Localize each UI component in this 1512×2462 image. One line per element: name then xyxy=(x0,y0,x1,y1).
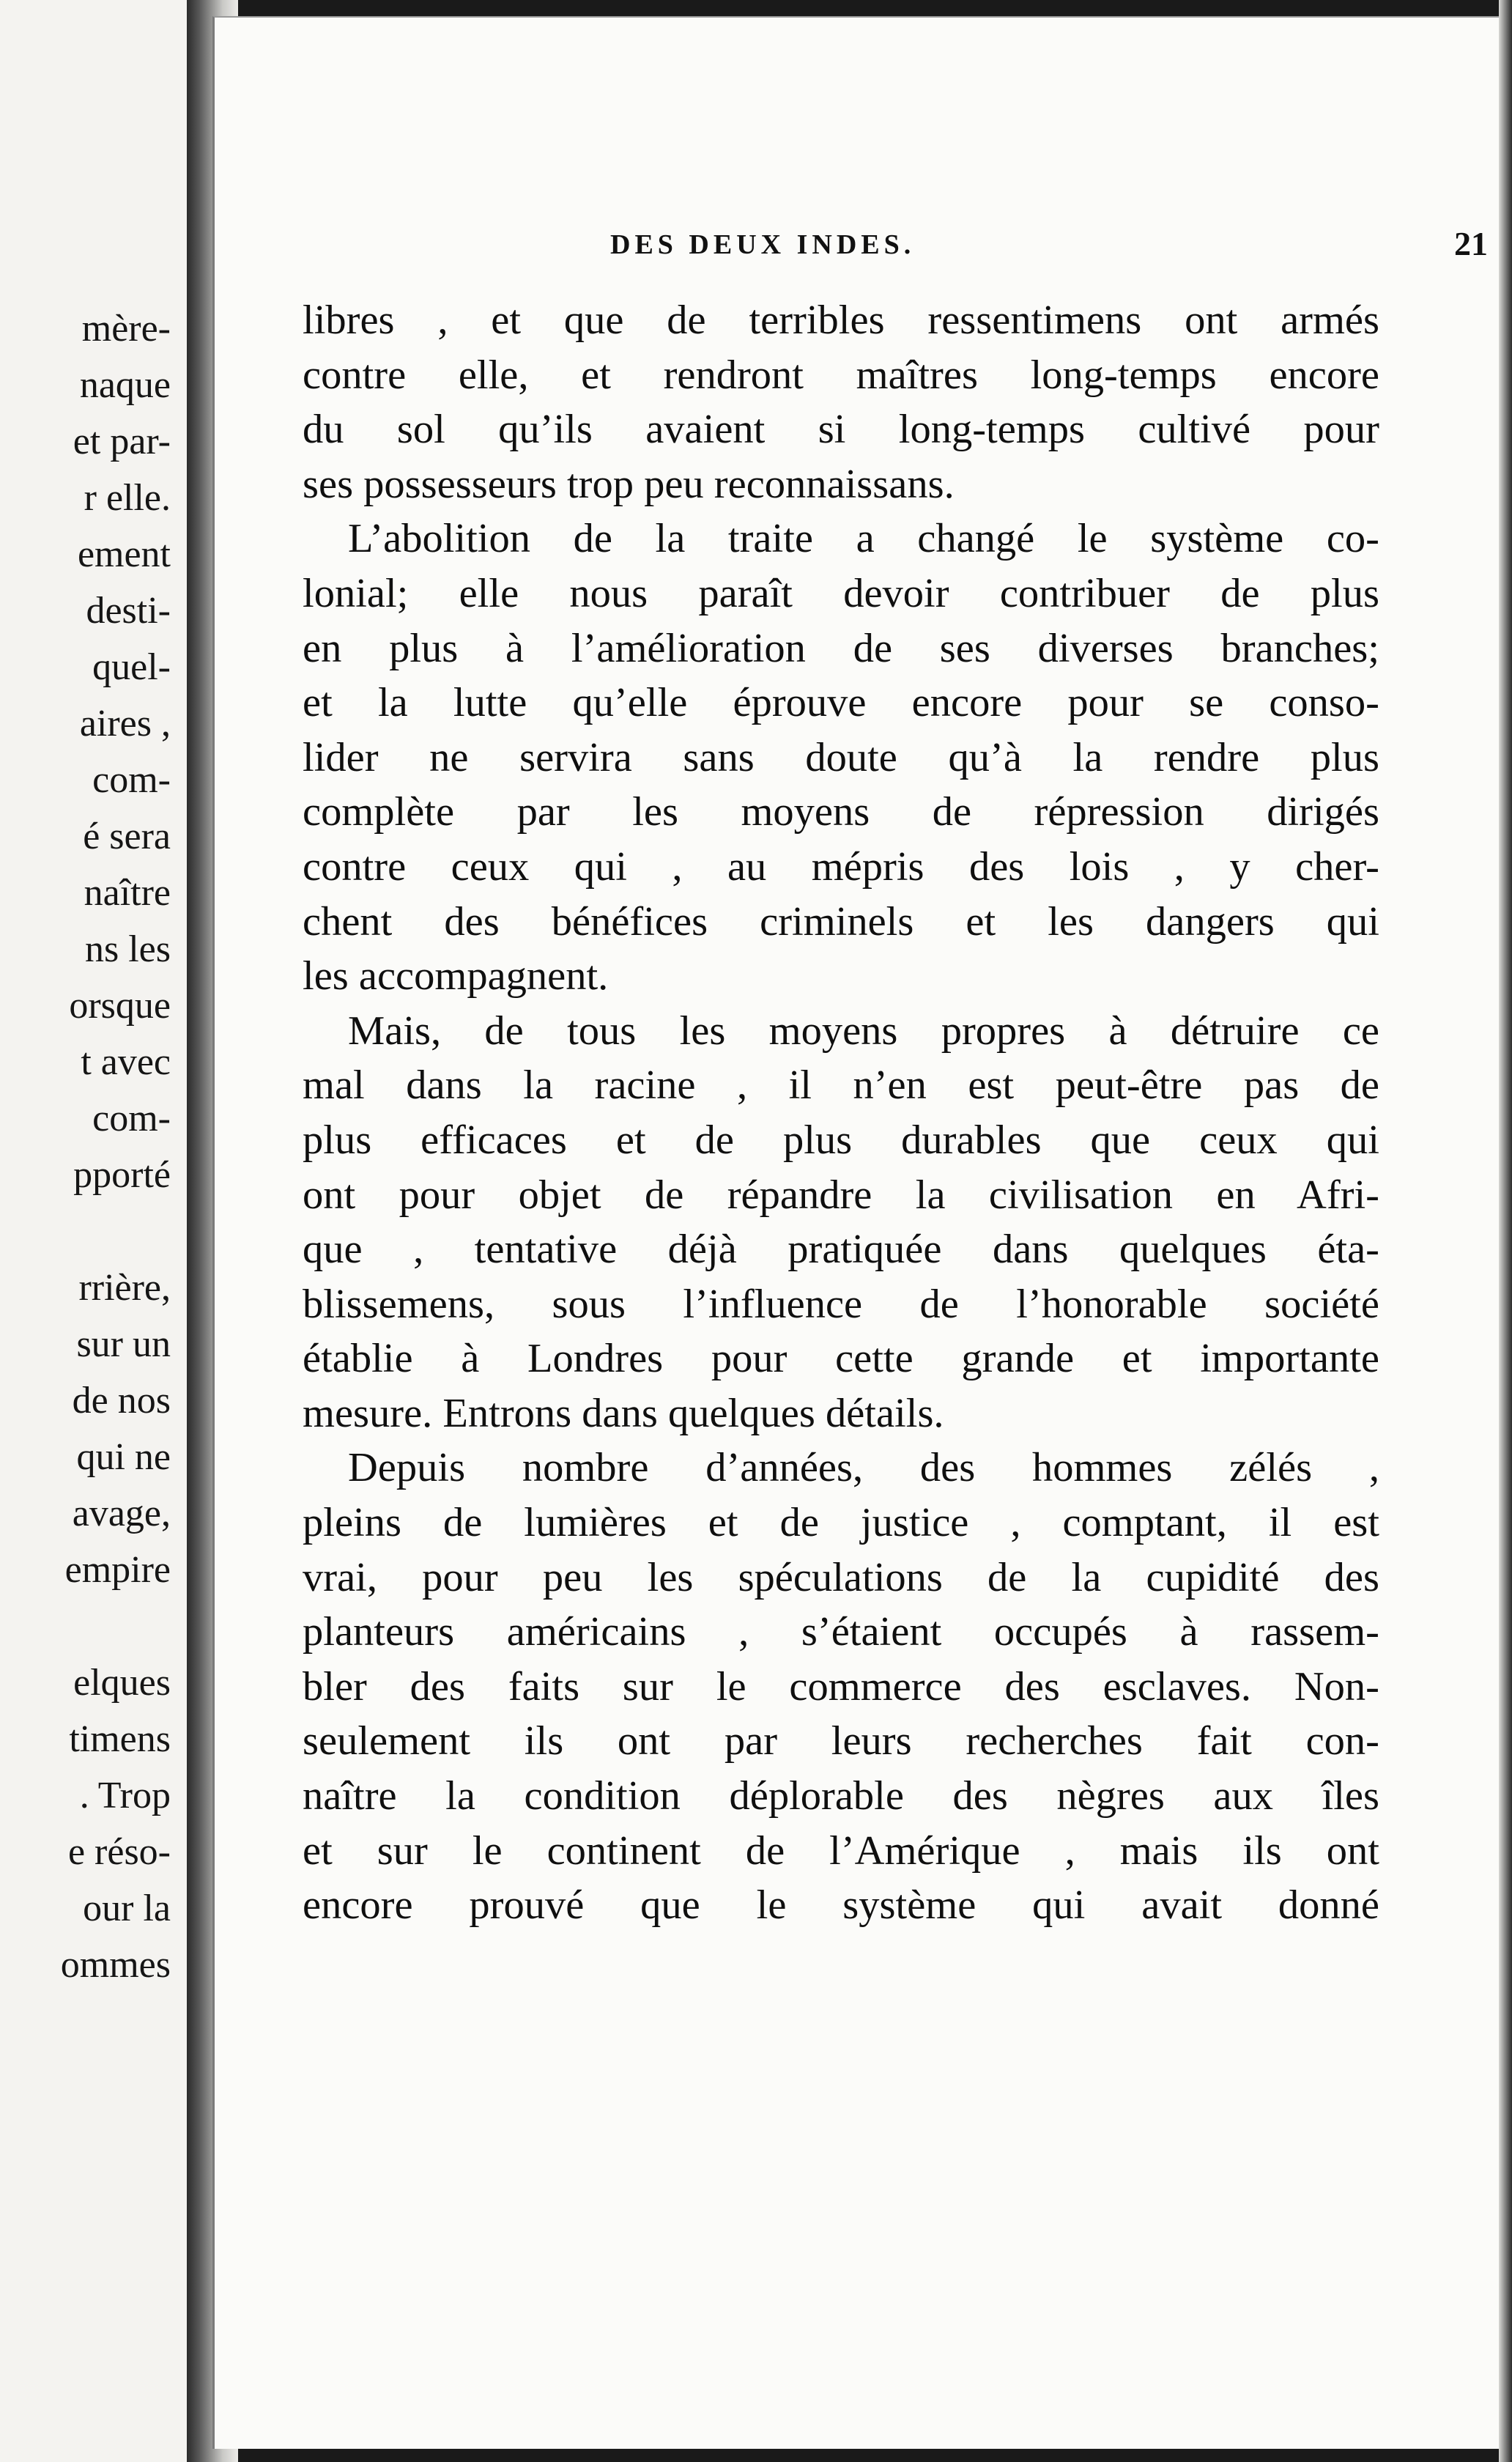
facing-page-line: e réso- xyxy=(67,1831,171,1873)
facing-page-line: t avec xyxy=(81,1041,171,1083)
text-line: L’abolition de la traite a changé le système co- xyxy=(348,516,1379,562)
text-line: libres , et que de terribles ressentimens ont armés xyxy=(303,297,1379,343)
page-number: 21 xyxy=(1454,225,1488,262)
facing-page-line: aires , xyxy=(79,703,171,744)
facing-page-text xyxy=(61,300,171,1993)
facing-page-line: mère- xyxy=(81,308,171,350)
facing-page-line: naque xyxy=(79,364,171,406)
facing-page-line: et par- xyxy=(73,421,171,462)
facing-page-line: elques xyxy=(73,1662,171,1704)
text-line: naître la condition déplorable des nègres aux îles xyxy=(303,1773,1379,1819)
facing-page-line: orsque xyxy=(69,985,171,1027)
text-line: blissemens, sous l’influence de l’honorable société xyxy=(303,1281,1379,1327)
facing-page-line: ns les xyxy=(85,928,171,970)
facing-page-line: ement xyxy=(77,533,171,575)
facing-page-line: avage, xyxy=(72,1493,171,1534)
text-line: complète par les moyens de répression dirigés xyxy=(303,789,1379,835)
text-line: ont pour objet de répandre la civilisation en Afri- xyxy=(303,1172,1379,1218)
facing-page-line: timens xyxy=(69,1718,171,1760)
text-line: du sol qu’ils avaient si long-temps cultivé pour xyxy=(303,407,1379,453)
text-line: mal dans la racine , il n’en est peut-être pas de xyxy=(303,1062,1379,1109)
facing-page-line: rrière, xyxy=(78,1267,171,1309)
text-line: pleins de lumières et de justice , comptant, il est xyxy=(303,1500,1379,1546)
facing-page-line: pporté xyxy=(73,1154,171,1196)
facing-page-line: desti- xyxy=(86,590,171,632)
text-line: établie à Londres pour cette grande et importante xyxy=(303,1336,1379,1382)
text-line: et sur le continent de l’Amérique , mais ils ont xyxy=(303,1827,1379,1874)
text-line: plus efficaces et de plus durables que ceux qui xyxy=(303,1117,1379,1163)
facing-page-line: . Trop xyxy=(79,1775,171,1816)
facing-page-line: r elle. xyxy=(84,477,171,519)
text-line: contre ceux qui , au mépris des lois , y cher- xyxy=(303,843,1379,890)
facing-page-line: naître xyxy=(84,872,171,914)
body-text xyxy=(303,293,1379,1933)
facing-page xyxy=(0,0,188,2462)
running-head: DES DEUX INDES. xyxy=(610,229,916,260)
page-edge xyxy=(1499,0,1512,2462)
text-line: seulement ils ont par leurs recherches fait con- xyxy=(303,1718,1379,1764)
facing-page-line: empire xyxy=(64,1549,171,1591)
text-line: Mais, de tous les moyens propres à détruire ce xyxy=(348,1008,1379,1054)
text-line: Depuis nombre d’années, des hommes zélés , xyxy=(348,1445,1379,1491)
text-line: lonial; elle nous paraît devoir contribuer de plus xyxy=(303,570,1379,616)
facing-page-line xyxy=(61,1203,171,1260)
text-line: vrai, pour peu les spéculations de la cupidité des xyxy=(303,1554,1379,1600)
facing-page-line xyxy=(61,1598,171,1655)
text-line: mesure. Entrons dans quelques détails. xyxy=(303,1390,944,1436)
text-line: et la lutte qu’elle éprouve encore pour se conso- xyxy=(303,680,1379,726)
facing-page-line: com- xyxy=(92,759,171,801)
text-line: en plus à l’amélioration de ses diverses branches; xyxy=(303,625,1379,671)
facing-page-line: com- xyxy=(92,1098,171,1139)
facing-page-line: quel- xyxy=(92,646,171,688)
text-line: encore prouvé que le système qui avait donné xyxy=(303,1882,1379,1929)
facing-page-line: qui ne xyxy=(76,1436,171,1478)
facing-page-line: our la xyxy=(83,1888,171,1929)
main-page xyxy=(212,16,1504,2449)
text-line: chent des bénéfices criminels et les dangers qui xyxy=(303,898,1379,944)
text-line: bler des faits sur le commerce des esclaves. Non- xyxy=(303,1663,1379,1709)
facing-page-line: ommes xyxy=(60,1944,171,1986)
facing-page-line: é sera xyxy=(83,816,171,857)
text-line: lider ne servira sans doute qu’à la rendre plus xyxy=(303,734,1379,780)
text-line: les accompagnent. xyxy=(303,953,609,999)
text-line: planteurs américains , s’étaient occupés à rassem- xyxy=(303,1609,1379,1655)
text-line: que , tentative déjà pratiquée dans quelques éta- xyxy=(303,1227,1379,1273)
facing-page-line: sur un xyxy=(76,1323,171,1365)
facing-page-line: de nos xyxy=(72,1380,171,1422)
text-line: contre elle, et rendront maîtres long-temps encore xyxy=(303,352,1379,398)
text-line: ses possesseurs trop peu reconnaissans. xyxy=(303,461,955,507)
